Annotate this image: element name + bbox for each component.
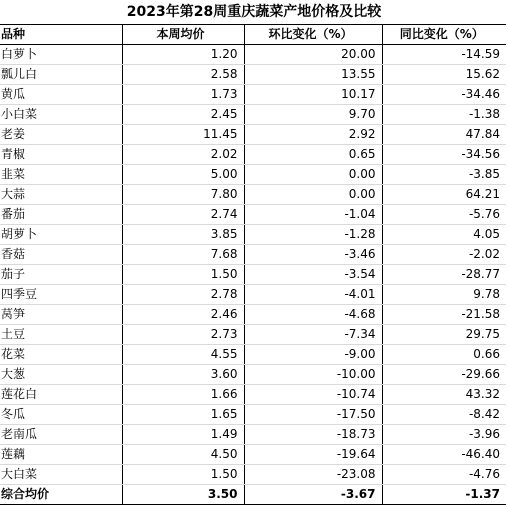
cell-price: 1.50 [122, 265, 244, 285]
cell-price: 2.58 [122, 65, 244, 85]
cell-yoy: -1.38 [382, 105, 506, 125]
summary-label: 综合均价 [0, 485, 122, 505]
cell-price: 1.49 [122, 425, 244, 445]
cell-yoy: 0.66 [382, 345, 506, 365]
cell-variety: 小白菜 [0, 105, 122, 125]
cell-yoy: -34.46 [382, 85, 506, 105]
cell-mom: -4.01 [244, 285, 382, 305]
cell-variety: 大蒜 [0, 185, 122, 205]
cell-price: 7.80 [122, 185, 244, 205]
cell-yoy: 47.84 [382, 125, 506, 145]
cell-yoy: -21.58 [382, 305, 506, 325]
cell-variety: 土豆 [0, 325, 122, 345]
cell-mom: 10.17 [244, 85, 382, 105]
cell-variety: 黄瓜 [0, 85, 122, 105]
cell-yoy: 9.78 [382, 285, 506, 305]
table-row [0, 45, 506, 65]
cell-yoy: -2.02 [382, 245, 506, 265]
cell-yoy: -28.77 [382, 265, 506, 285]
cell-price: 11.45 [122, 125, 244, 145]
cell-yoy: 64.21 [382, 185, 506, 205]
table-row [0, 265, 506, 285]
cell-price: 3.85 [122, 225, 244, 245]
header-variety: 品种 [0, 25, 122, 45]
cell-variety: 青椒 [0, 145, 122, 165]
table-row [0, 185, 506, 205]
cell-mom: -4.68 [244, 305, 382, 325]
cell-variety: 四季豆 [0, 285, 122, 305]
cell-yoy: 29.75 [382, 325, 506, 345]
cell-yoy: -34.56 [382, 145, 506, 165]
cell-variety: 花菜 [0, 345, 122, 365]
cell-price: 2.45 [122, 105, 244, 125]
cell-mom: 13.55 [244, 65, 382, 85]
cell-variety: 老姜 [0, 125, 122, 145]
cell-price: 5.00 [122, 165, 244, 185]
summary-price: 3.50 [122, 485, 244, 505]
cell-yoy: -4.76 [382, 465, 506, 485]
table-body [0, 45, 506, 485]
table-row [0, 125, 506, 145]
cell-yoy: -8.42 [382, 405, 506, 425]
cell-yoy: -3.85 [382, 165, 506, 185]
cell-mom: 2.92 [244, 125, 382, 145]
cell-variety: 冬瓜 [0, 405, 122, 425]
table-row [0, 305, 506, 325]
cell-mom: -1.04 [244, 205, 382, 225]
cell-mom: -3.46 [244, 245, 382, 265]
cell-yoy: -3.96 [382, 425, 506, 445]
cell-price: 1.50 [122, 465, 244, 485]
table-row [0, 385, 506, 405]
cell-price: 1.65 [122, 405, 244, 425]
cell-mom: -3.54 [244, 265, 382, 285]
table-row [0, 285, 506, 305]
table-row [0, 465, 506, 485]
cell-price: 4.55 [122, 345, 244, 365]
cell-yoy: -14.59 [382, 45, 506, 65]
cell-variety: 胡萝卜 [0, 225, 122, 245]
cell-mom: -1.28 [244, 225, 382, 245]
table-row [0, 425, 506, 445]
price-table [0, 24, 506, 505]
cell-price: 1.20 [122, 45, 244, 65]
cell-price: 7.68 [122, 245, 244, 265]
table-row [0, 65, 506, 85]
header-mom-change: 环比变化（%） [244, 25, 382, 45]
header-weekly-avg-price: 本周均价 [122, 25, 244, 45]
table-row [0, 165, 506, 185]
table-row [0, 85, 506, 105]
cell-mom: -7.34 [244, 325, 382, 345]
cell-variety: 老南瓜 [0, 425, 122, 445]
cell-mom: -18.73 [244, 425, 382, 445]
cell-price: 1.73 [122, 85, 244, 105]
summary-row [0, 485, 506, 505]
table-row [0, 365, 506, 385]
table-row [0, 105, 506, 125]
cell-price: 2.46 [122, 305, 244, 325]
table-row [0, 145, 506, 165]
cell-mom: 9.70 [244, 105, 382, 125]
cell-variety: 白萝卜 [0, 45, 122, 65]
cell-price: 3.60 [122, 365, 244, 385]
table-row [0, 245, 506, 265]
cell-mom: -9.00 [244, 345, 382, 365]
cell-variety: 莲花白 [0, 385, 122, 405]
table-row [0, 205, 506, 225]
cell-mom: 0.00 [244, 165, 382, 185]
cell-mom: -10.74 [244, 385, 382, 405]
cell-price: 1.66 [122, 385, 244, 405]
cell-mom: -17.50 [244, 405, 382, 425]
cell-mom: 0.00 [244, 185, 382, 205]
cell-mom: -23.08 [244, 465, 382, 485]
cell-price: 2.73 [122, 325, 244, 345]
summary-yoy: -1.37 [382, 485, 506, 505]
table-row [0, 225, 506, 245]
cell-variety: 香菇 [0, 245, 122, 265]
cell-price: 4.50 [122, 445, 244, 465]
cell-yoy: 43.32 [382, 385, 506, 405]
cell-variety: 韭菜 [0, 165, 122, 185]
cell-variety: 番茄 [0, 205, 122, 225]
cell-variety: 茄子 [0, 265, 122, 285]
table-row [0, 325, 506, 345]
cell-mom: 20.00 [244, 45, 382, 65]
cell-yoy: -5.76 [382, 205, 506, 225]
cell-variety: 大白菜 [0, 465, 122, 485]
cell-yoy: 15.62 [382, 65, 506, 85]
cell-yoy: 4.05 [382, 225, 506, 245]
page-title: 2023年第28周重庆蔬菜产地价格及比较 [126, 4, 382, 20]
cell-variety: 瓢儿白 [0, 65, 122, 85]
table-row [0, 345, 506, 365]
cell-price: 2.02 [122, 145, 244, 165]
table-header-row [0, 25, 506, 45]
cell-variety: 莴笋 [0, 305, 122, 325]
cell-price: 2.74 [122, 205, 244, 225]
summary-mom: -3.67 [244, 485, 382, 505]
cell-price: 2.78 [122, 285, 244, 305]
cell-variety: 莲藕 [0, 445, 122, 465]
cell-mom: 0.65 [244, 145, 382, 165]
cell-yoy: -46.40 [382, 445, 506, 465]
cell-yoy: -29.66 [382, 365, 506, 385]
cell-variety: 大葱 [0, 365, 122, 385]
header-yoy-change: 同比变化（%） [382, 25, 506, 45]
cell-mom: -19.64 [244, 445, 382, 465]
cell-mom: -10.00 [244, 365, 382, 385]
table-row [0, 405, 506, 425]
table-row [0, 445, 506, 465]
